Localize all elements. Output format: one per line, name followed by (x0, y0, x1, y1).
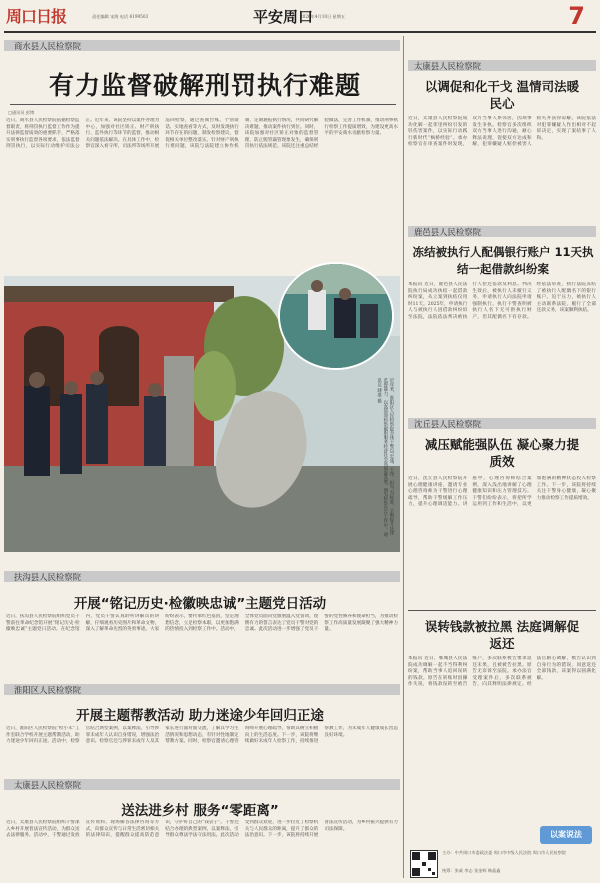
headline-rule-shangshui (10, 104, 396, 105)
section-label-luyi: 鹿邑县人民检察院 (414, 227, 481, 237)
body-shenqiu: 近日，沈丘县人民检察院开展心理健康讲座，邀请专业心理咨询师为干警进行心理疏导，帮助干警缓解工作压力，提升心理调适能力。讲座中，心理咨询师结合案例，深入浅出地讲解了心理健康知识和压力管理技巧。干警们纷纷表示，将把所学运用到工作和生活中，以更加饱满的精神状态投入检察工作。下一步，该院将持续关注干警身心健康，凝心聚力推动检察工作提质增效。 (408, 476, 596, 508)
footer-org-info: 主办：中共周口市委政法委 周口市中级人民法院 周口市人民检察院 (442, 850, 567, 855)
section-label-taikang-mediation: 太康县人民检察院 (414, 61, 481, 71)
page-number: 7 (568, 2, 585, 30)
headline-huaiyang: 开展主题帮教活动 助力迷途少年回归正途 (76, 708, 324, 724)
column-divider (403, 36, 404, 878)
body-taikang-mediation: 近日，太康县人民检察院成功化解一起邻里纠纷引发的轻伤害案件，以实际行动践行新时代“枫桥经验”。承办检察官在审查案件时发现，双方当事人系邻居，因琐事发生争执。检察官多次组织双方当事人进行沟通，耐心释法说理，促使双方达成和解，犯罪嫌疑人赔偿被害人损失并获得谅解。该院依法对犯罪嫌疑人作出相对不起诉决定，实现了案结事了人和。 (408, 116, 596, 148)
section-label-shenqiu: 沈丘县人民检察院 (414, 419, 481, 429)
masthead-rule (4, 31, 596, 33)
newspaper-logo: 周口日报 (6, 7, 67, 26)
byline-shangshui: □通讯员 彭博 (8, 110, 35, 115)
section-label-fugou: 扶沟县人民检察院 (14, 572, 81, 582)
headline-luyi: 冻结被执行人配偶银行账户 11天执结一起借款纠纷案 (412, 245, 594, 276)
issue-date: 2026年4月10日 星期五 (300, 14, 346, 19)
fraud-top-rule (408, 610, 596, 611)
qr-code (410, 850, 438, 878)
section-label-shangshui: 商水县人民检察院 (14, 41, 81, 51)
body-luyi: 本报讯 近日，鹿邑县人民法院执行局成功执结一起借款纠纷案，从立案到执结仅用时11天。2025年，申请执行人与被执行人因借款纠纷诉至法院，法院依法判决被执行人偿还借款及利息。判决生效后，被执行人未履行义务，申请执行人向法院申请强制执行。执行干警查明被执行人名下无可供执行财产，但其配偶名下有存款。经依法审查，执行法院冻结了被执行人配偶名下的银行账户。迫于压力，被执行人主动联系法院，履行了全部还款义务，该案顺利执结。 (408, 282, 596, 320)
headline-taikang-mediation: 以调促和化干戈 温情司法暖民心 (424, 79, 580, 111)
body-shangshui: 近日，商水县人民检察院依据检察监督职责，将刑罚执行监督工作作为提升法律监督质效的重要抓手，严格落实刑事执行监督各项要求，依法监督刑罚执行，以实际行动维护司法公正。近年来，该院坚持以案件办理为中心，加强对社区矫正、财产刑执行、监外执行等环节的监督，推动相关问题依法解决。在具体工作中，检察官深入看守所、司法所等场所开展巡回检察，通过查阅台账、个别谈话、实地查看等方式，及时发现执行环节存在的问题，制发检察建议，督促相关单位整改落实。针对财产刑执行难问题，该院与法院建立协作机制，定期通报执行情况，共同研究解决难题，推动案件执行到位。同时，该院加强对社区矫正对象的监督管理，防止脱管漏管现象发生，确保刑罚执行依法规范。该院还注重总结经验做法，完善工作机制，推动刑事执行检察工作提质增效，为建设更高水平的平安商水贡献检察力量。 (6, 118, 398, 150)
headline-shenqiu: 减压赋能强队伍 凝心聚力提质效 (424, 437, 580, 469)
header-info: 责任编辑 宋海 电话 6199503 (92, 14, 149, 19)
photo-inset-water (278, 262, 394, 370)
headline-shangshui: 有力监督破解刑罚执行难题 (48, 71, 361, 100)
body-taikang-village: 近日，太康县人民检察院组织干警深入乡村开展普法宣传活动，为群众送去法律服务。活动中，干警通过发放宣传资料、现场解答法律咨询等方式，向群众宣传与日常生活密切相关的法律知识，提醒群众提高防范意识，守护好自己的“钱袋子”。干警还结合办理的典型案例，以案释法，引导群众尊法学法守法用法。此次活动受到群众欢迎，进一步拉近了检察机关与人民群众的距离，提升了群众的法治意识。下一步，该院将持续开展普法宣传活动，为乡村振兴提供有力司法保障。 (6, 820, 398, 839)
footer-editor-info: 统筹：张威 李志 张金辉 韩晶鑫 (442, 868, 501, 873)
headline-fugou: 开展“铭记历史·检徽映忠诚”主题党日活动 (73, 596, 327, 612)
section-label-huaiyang: 淮阳区人民检察院 (14, 685, 81, 695)
photo-caption-shangshui: 近年来，淮阳区人民检察院全体干警以‘忠诚、干净、担当’为标准，不断提升法律监督能力，以高质效检察履职服务经济社会高质量发展。图为检察官在工作中。通讯员 肆准 摄 (376, 378, 394, 537)
headline-taikang-village: 送法进乡村 服务“零距离” (121, 803, 279, 819)
section-title: 平安周口 (252, 8, 313, 26)
case-law-seal: 以案说法 (540, 826, 592, 844)
body-fugou: 近日，扶沟县人民检察院组织党员干警前往革命纪念馆开展“铭记历史·检徽映忠诚”主题党日活动。在纪念馆内，党员干警认真聆听讲解员的讲解，仔细观看历史图片和革命文物，深入了解革命先烈的英勇事迹。大家纷纷表示，要传承红色基因，坚定理想信念，立足检察本职，以更加饱满的热情投入到检察工作中。活动中，全体党员面向党旗重温入党誓词，铿锵有力的誓言表达了党员干警对党的忠诚。此次活动进一步增强了党员干警的党性修养和使命担当，为推动检察工作高质量发展凝聚了强大精神力量。 (6, 614, 398, 633)
headline-fraud: 误转钱款被拉黑 法庭调解促返还 (424, 619, 580, 651)
body-huaiyang: 近日，淮阳区人民检察院“检小未”工作室联合学校开展主题帮教活动，助力迷途少年回归正途。活动中，检察官结合典型案例，以案释法，引导涉罪未成年人认识自身错误，增强法治意识。检察官还与涉罪未成年人及其家长进行面对面交流，了解其学习生活情况和思想动态，有针对性地制定帮教方案。同时，检察官邀请心理咨询师开展心理疏导，帮助其树立积极向上的生活态度。下一步，该院将继续做好未成年人检察工作，持续推进帮教工作，为未成年人健康成长营造良好环境。 (6, 726, 398, 745)
masthead (0, 0, 600, 34)
section-label-taikang-village: 太康县人民检察院 (14, 780, 81, 790)
body-fraud: 本报讯 近日，郸城县人民法院成功调解一起不当得利纠纷案，帮助当事人追回误转的钱款。原告在转账时因操作失误，将钱款误转至被告账户，多次联系被告要求返还未果，且被被告拉黑。原告无奈诉至法院。承办法官受理案件后，多次联系被告，向其释明法律规定。经法官耐心调解，被告认识到自身行为的错误，同意返还全部钱款，该案得以圆满化解。 (408, 656, 596, 688)
